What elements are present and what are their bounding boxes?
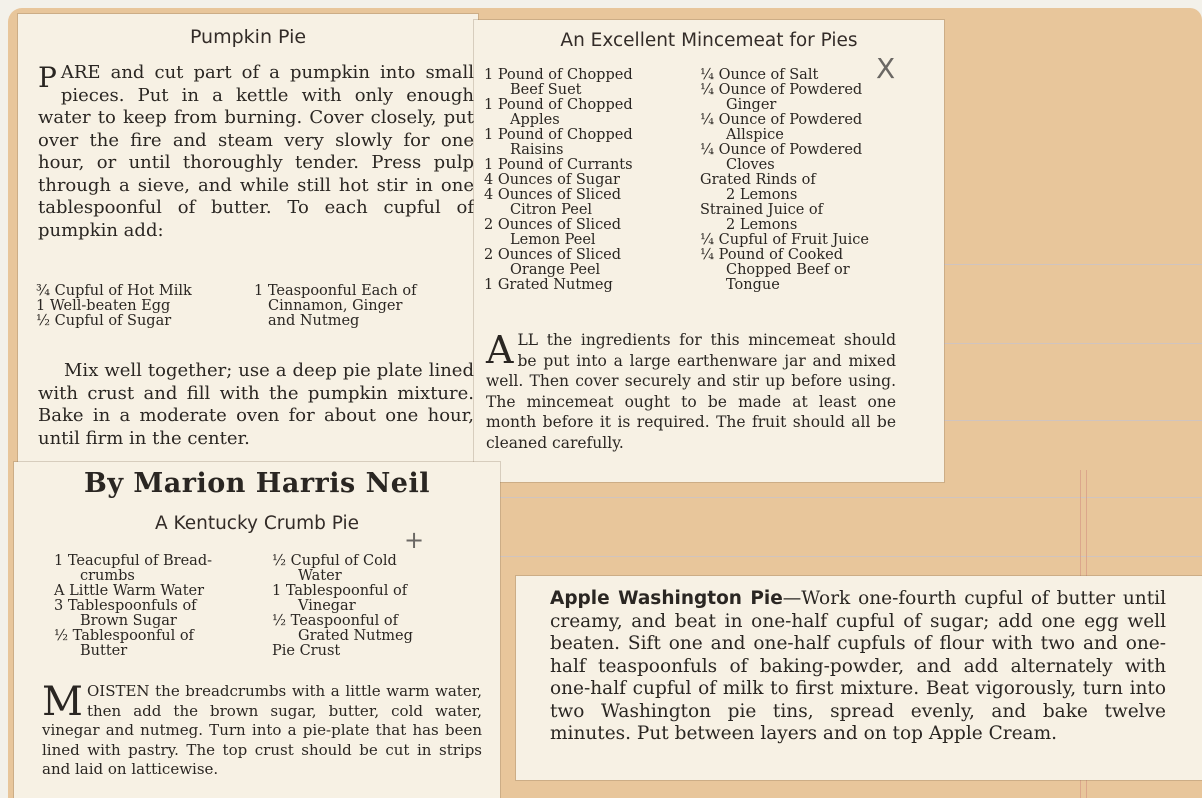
ingredient-line: Apples: [510, 112, 560, 128]
ingredient: ¾ Cupful of Hot Milk: [36, 283, 192, 299]
ingredient-line: Allspice: [726, 127, 784, 143]
ingredient: Cinnamon, Ginger: [268, 298, 403, 314]
ingredient-line: 2 Lemons: [726, 217, 798, 233]
ingredient-line: ½ Teaspoonful of: [272, 613, 399, 629]
ingredient-line: ¼ Ounce of Powdered: [700, 142, 863, 158]
ingredient-line: Chopped Beef or: [726, 262, 850, 278]
ingredient-line: ¼ Ounce of Powdered: [700, 112, 863, 128]
drop-cap: A: [486, 328, 514, 372]
ingredient-line: Grated Nutmeg: [298, 628, 413, 644]
ingredient-line: 1 Pound of Chopped: [484, 67, 633, 83]
pumpkin-pie-title: Pumpkin Pie: [189, 26, 307, 48]
ingredient-line: Butter: [80, 643, 128, 659]
ingredient-line: 1 Pound of Currants: [484, 157, 633, 173]
pumpkin-pie-intro: [38, 62, 474, 242]
ingredient-line: 1 Grated Nutmeg: [484, 277, 613, 293]
ingredient-line: ¼ Ounce of Powdered: [700, 82, 863, 98]
mincemeat-title: An Excellent Mincemeat for Pies: [560, 30, 858, 51]
ingredient-line: 3 Tablespoonfuls of: [54, 598, 197, 614]
pencil-mark: X: [876, 52, 896, 85]
mincemeat-ingredients-right: [700, 68, 930, 293]
drop-cap: P: [38, 61, 57, 94]
ingredient: ½ Cupful of Sugar: [36, 313, 172, 329]
apple-washington-pie-clipping: [516, 576, 1202, 780]
pumpkin-pie-clipping: [18, 14, 478, 474]
ingredient-line: 2 Lemons: [726, 187, 798, 203]
kentucky-title: A Kentucky Crumb Pie: [154, 513, 360, 534]
ruled-line: [500, 497, 1202, 498]
mincemeat-clipping: [474, 20, 944, 482]
mincemeat-directions: [486, 330, 896, 453]
apple-pie-text: [550, 588, 1166, 746]
drop-cap: M: [42, 679, 83, 725]
ingredient-line: Raisins: [510, 142, 564, 158]
ingredient-line: ½ Cupful of Cold: [272, 553, 397, 569]
kentucky-ingredients-right: [272, 554, 482, 659]
kentucky-ingredients-left: [54, 554, 274, 659]
ingredient-line: ½ Tablespoonful of: [54, 628, 194, 644]
kentucky-crumb-pie-clipping: [14, 462, 500, 798]
ingredient-line: Orange Peel: [510, 262, 601, 278]
mincemeat-ingredients-left: [484, 68, 694, 293]
ingredient-line: ¼ Pound of Cooked: [700, 247, 844, 263]
ingredient-line: 2 Ounces of Sliced: [484, 247, 622, 263]
pumpkin-pie-directions: Mix well together; use a deep pie plate lined with crust and fill with the pumpkin mixture. Bake in a moderate oven for about one hour, until firm in the center.: [38, 360, 474, 449]
ingredient-line: Water: [298, 568, 342, 584]
ingredient-line: ¼ Ounce of Salt: [700, 67, 819, 83]
ingredient-line: Ginger: [726, 97, 777, 113]
kentucky-directions: [42, 679, 482, 780]
pencil-mark: +: [404, 526, 425, 554]
ingredient-line: ¼ Cupful of Fruit Juice: [700, 232, 869, 248]
ruled-line: [500, 556, 1202, 557]
ingredient-line: Citron Peel: [510, 202, 593, 218]
ingredient: 1 Teaspoonful Each of: [254, 283, 417, 299]
ingredient-line: 1 Tablespoonful of: [272, 583, 408, 599]
ingredient-line: A Little Warm Water: [54, 583, 205, 599]
ingredient-line: Pie Crust: [272, 643, 341, 659]
author-byline: By Marion Harris Neil: [84, 468, 430, 499]
apple-pie-body: —Work one-fourth cupful of butter until creamy, and beat in one-half cupful of sugar; add one egg well beaten. Sift one and one-half cupfuls of flour with two and one-half teaspoonfuls of baking-powder, and add alternately with one-half cupful of milk to first mixture. Beat vigorously, turn into two Washington pie tins, spread evenly, and bake twelve minutes. Put between layers and on top Apple Cream.: [550, 588, 1166, 744]
ingredient-line: 1 Pound of Chopped: [484, 97, 633, 113]
ingredient-line: Tongue: [726, 277, 780, 293]
ingredient-line: Vinegar: [298, 598, 356, 614]
mincemeat-text: LL the ingredients for this mincemeat should be put into a large earthenware jar and mixed well. Then cover securely and stir up before using. The mincemeat ought to be made at least one month before it is required. The fruit should all be cleaned carefully.: [486, 331, 896, 452]
ingredient-line: 4 Ounces of Sliced: [484, 187, 622, 203]
ingredient-line: 4 Ounces of Sugar: [484, 172, 620, 188]
pumpkin-intro-text: ARE and cut part of a pumpkin into small pieces. Put in a kettle with only enough water to keep from burning. Cover closely, put over the fire and steam very slowly for one hour, or until thoroughly tender. Press pulp through a sieve, and while still hot stir in one tablespoonful of butter. To each cupful of pumpkin add:: [38, 62, 474, 241]
apple-pie-heading: Apple Washington Pie: [550, 588, 783, 609]
ingredient-line: Beef Suet: [510, 82, 582, 98]
ingredient-line: 1 Teacupful of Bread-: [54, 553, 212, 569]
ingredient-line: Strained Juice of: [700, 202, 823, 218]
ingredient-line: Cloves: [726, 157, 775, 173]
ingredient-line: Lemon Peel: [510, 232, 596, 248]
kentucky-text: OISTEN the breadcrumbs with a little warm water, then add the brown sugar, butter, cold water, vinegar and nutmeg. Turn into a pie-plate that has been lined with pastry. The top crust should be cut in strips and laid on latticewise.: [42, 682, 482, 778]
ingredient-line: crumbs: [80, 568, 135, 584]
ingredient-line: Brown Sugar: [80, 613, 177, 629]
ingredient: 1 Well-beaten Egg: [36, 298, 171, 314]
ingredient-line: 1 Pound of Chopped: [484, 127, 633, 143]
ingredient-line: 2 Ounces of Sliced: [484, 217, 622, 233]
ingredient-line: Grated Rinds of: [700, 172, 816, 188]
ingredient: and Nutmeg: [268, 313, 360, 329]
